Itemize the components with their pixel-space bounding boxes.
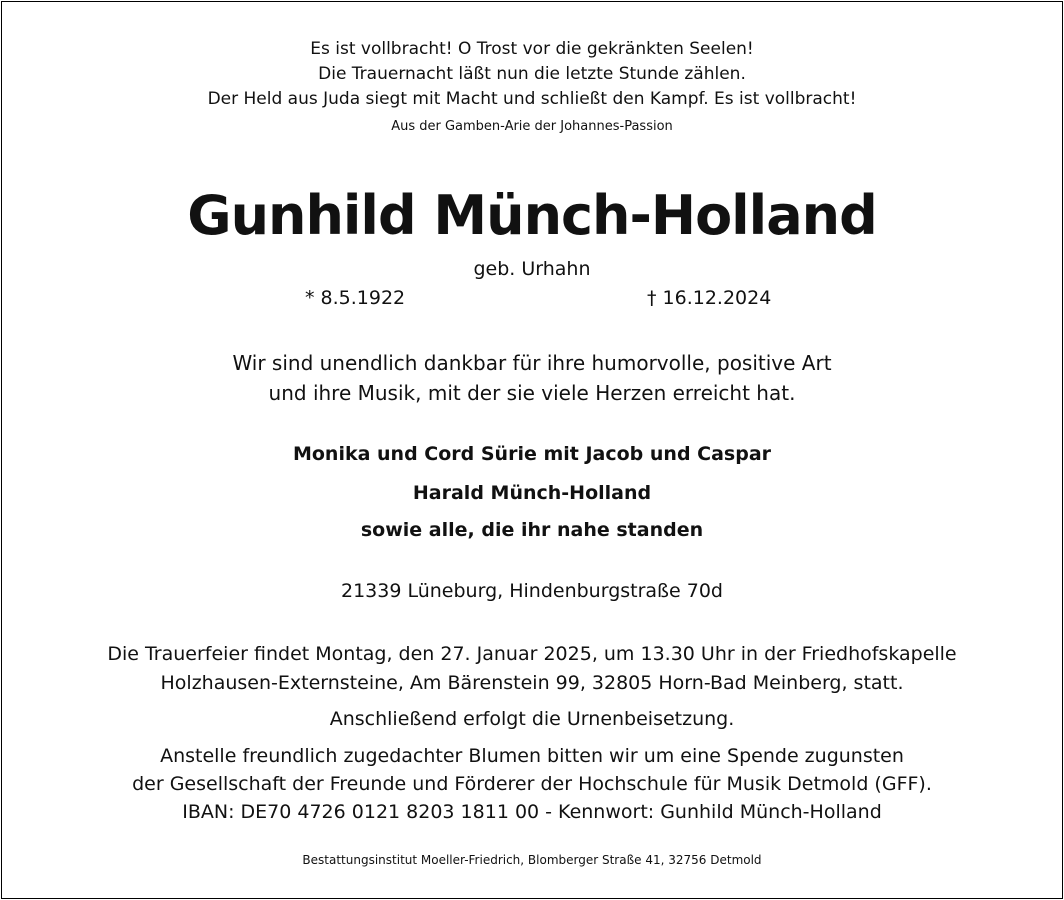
tribute-line: und ihre Musik, mit der sie viele Herzen erreicht hat. bbox=[268, 381, 796, 405]
quote-line: Der Held aus Juda siegt mit Macht und schließt den Kampf. Es ist vollbracht! bbox=[207, 89, 857, 109]
obituary-notice bbox=[1, 1, 1063, 899]
birth-name: geb. Urhahn bbox=[473, 258, 591, 280]
quote-line: Die Trauernacht läßt nun die letzte Stunde zählen. bbox=[318, 64, 746, 84]
mourner-line: Harald Münch-Holland bbox=[412, 482, 652, 504]
death-date: † 16.12.2024 bbox=[647, 287, 772, 309]
funeral-home: Bestattungsinstitut Moeller-Friedrich, Blomberger Straße 41, 32756 Detmold bbox=[302, 853, 762, 867]
quote-line: Es ist vollbracht! O Trost vor die gekränkten Seelen! bbox=[310, 39, 754, 59]
quote-source: Aus der Gamben-Arie der Johannes-Passion bbox=[391, 119, 673, 134]
birth-date: * 8.5.1922 bbox=[305, 287, 406, 309]
family-address: 21339 Lüneburg, Hindenburgstraße 70d bbox=[340, 580, 723, 602]
mourner-line: Monika und Cord Sürie mit Jacob und Caspar bbox=[292, 443, 772, 465]
deceased-name: Gunhild Münch-Holland bbox=[187, 184, 877, 247]
mourner-line: sowie alle, die ihr nahe standen bbox=[360, 519, 704, 541]
funeral-line: Holzhausen-Externsteine, Am Bärenstein 99, 32805 Horn-Bad Meinberg, statt. bbox=[160, 672, 904, 694]
burial-line: Anschließend erfolgt die Urnenbeisetzung. bbox=[329, 708, 735, 730]
donation-line: Anstelle freundlich zugedachter Blumen bitten wir um eine Spende zugunsten bbox=[160, 745, 904, 767]
funeral-line: Die Trauerfeier findet Montag, den 27. Januar 2025, um 13.30 Uhr in der Friedhofskapelle bbox=[107, 643, 957, 665]
donation-iban-line: IBAN: DE70 4726 0121 8203 1811 00 - Kennwort: Gunhild Münch-Holland bbox=[182, 801, 882, 823]
donation-line: der Gesellschaft der Freunde und Förderer der Hochschule für Musik Detmold (GFF). bbox=[132, 773, 932, 795]
tribute-line: Wir sind unendlich dankbar für ihre humorvolle, positive Art bbox=[232, 351, 832, 375]
